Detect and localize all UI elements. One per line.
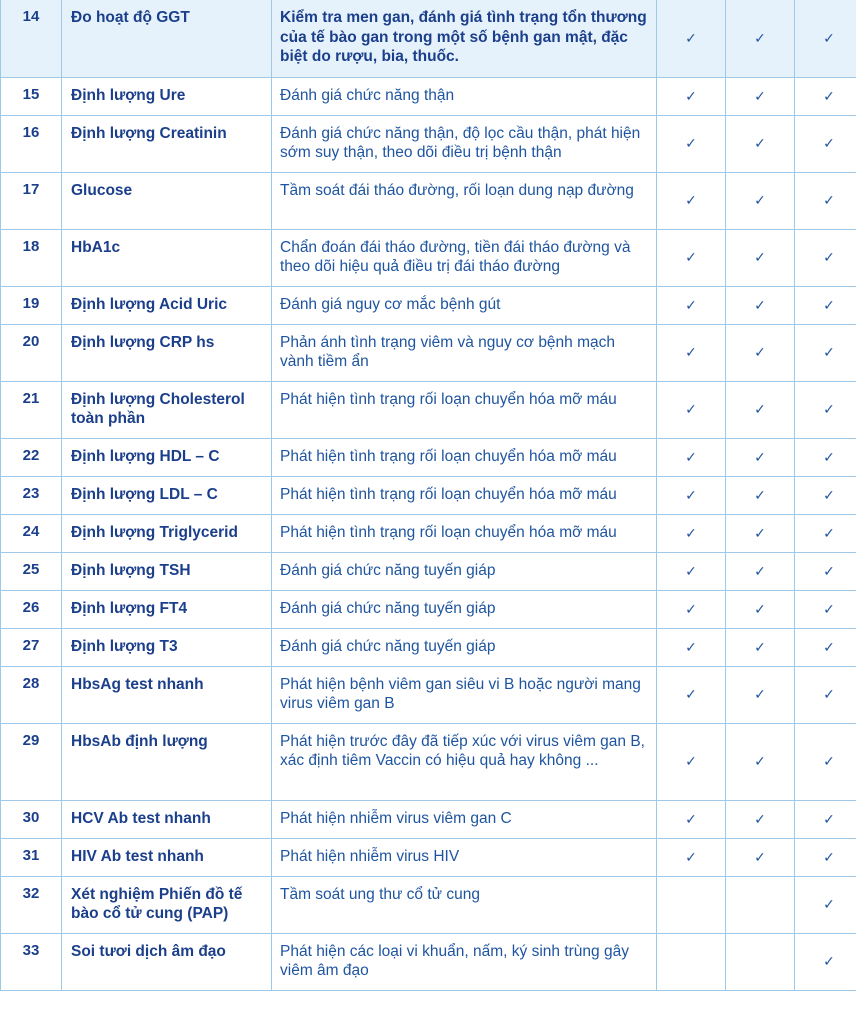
check-icon: ✓ [685, 296, 697, 313]
check-icon: ✓ [823, 686, 835, 702]
check-cell [795, 438, 856, 476]
check-icon: ✓ [754, 296, 766, 313]
test-description: Đánh giá nguy cơ mắc bệnh gút [272, 286, 657, 324]
check-cell [795, 628, 856, 666]
row-number: 19 [1, 286, 62, 324]
test-description: Phát hiện tình trạng rối loạn chuyển hóa mỡ máu [272, 381, 657, 438]
test-name: Định lượng Creatinin [62, 115, 272, 172]
check-cell [726, 876, 795, 933]
check-icon: ✓ [823, 810, 835, 827]
check-icon: ✓ [685, 562, 697, 579]
table-row [1, 590, 856, 628]
check-icon: ✓ [685, 87, 697, 104]
row-number: 23 [1, 476, 62, 514]
test-description: Đánh giá chức năng tuyến giáp [272, 590, 657, 628]
row-number: 27 [1, 628, 62, 666]
check-cell [726, 115, 795, 172]
check-cell [795, 115, 856, 172]
check-icon: ✓ [823, 192, 835, 208]
check-icon: ✓ [823, 638, 835, 655]
check-cell [657, 552, 726, 590]
check-icon: ✓ [754, 401, 766, 417]
row-number: 21 [1, 381, 62, 438]
check-cell [657, 666, 726, 723]
table-row [1, 172, 856, 229]
check-cell [726, 628, 795, 666]
check-icon: ✓ [685, 848, 697, 865]
test-name: Định lượng Acid Uric [62, 286, 272, 324]
row-number: 32 [1, 876, 62, 933]
check-icon: ✓ [823, 524, 835, 541]
check-cell [795, 286, 856, 324]
check-icon: ✓ [823, 896, 835, 912]
check-icon: ✓ [685, 249, 697, 265]
check-cell [726, 172, 795, 229]
table-row [1, 0, 856, 77]
row-number: 30 [1, 800, 62, 838]
test-name: HbA1c [62, 229, 272, 286]
row-number: 18 [1, 229, 62, 286]
test-description: Phát hiện trước đây đã tiếp xúc với virus viêm gan B, xác định tiêm Vaccin có hiệu quả hay không ... [272, 723, 657, 800]
test-description: Kiểm tra men gan, đánh giá tình trạng tổn thương của tế bào gan trong một số bệnh gan mật, đặc biệt do rượu, bia, thuốc. [272, 0, 657, 77]
table-row [1, 381, 856, 438]
check-icon: ✓ [754, 486, 766, 503]
row-number: 28 [1, 666, 62, 723]
check-icon: ✓ [754, 344, 766, 360]
check-cell [726, 666, 795, 723]
test-description: Phát hiện các loại vi khuẩn, nấm, ký sinh trùng gây viêm âm đạo [272, 933, 657, 990]
check-cell [726, 476, 795, 514]
check-icon: ✓ [685, 686, 697, 702]
check-cell [795, 229, 856, 286]
check-cell [726, 552, 795, 590]
test-name: Soi tươi dịch âm đạo [62, 933, 272, 990]
test-name: HbsAg test nhanh [62, 666, 272, 723]
check-icon: ✓ [823, 401, 835, 417]
check-cell [657, 115, 726, 172]
test-description: Phát hiện bệnh viêm gan siêu vi B hoặc người mang virus viêm gan B [272, 666, 657, 723]
row-number: 25 [1, 552, 62, 590]
check-cell [726, 381, 795, 438]
check-cell [795, 476, 856, 514]
check-icon: ✓ [754, 448, 766, 465]
test-name: Định lượng CRP hs [62, 324, 272, 381]
check-icon: ✓ [685, 753, 697, 769]
check-icon: ✓ [754, 753, 766, 769]
check-cell [726, 590, 795, 628]
row-number: 15 [1, 77, 62, 115]
test-name: Đo hoạt độ GGT [62, 0, 272, 77]
test-description: Tầm soát đái tháo đường, rối loạn dung nạp đường [272, 172, 657, 229]
check-cell [726, 324, 795, 381]
check-cell [657, 172, 726, 229]
check-cell [795, 0, 856, 77]
check-icon: ✓ [823, 448, 835, 465]
check-icon: ✓ [823, 344, 835, 360]
table-row [1, 666, 856, 723]
test-description: Đánh giá chức năng tuyến giáp [272, 628, 657, 666]
test-description: Tầm soát ung thư cổ tử cung [272, 876, 657, 933]
check-cell [657, 723, 726, 800]
check-icon: ✓ [823, 135, 835, 151]
table-row [1, 324, 856, 381]
check-cell [657, 286, 726, 324]
row-number: 17 [1, 172, 62, 229]
test-name: HCV Ab test nhanh [62, 800, 272, 838]
check-cell [657, 876, 726, 933]
check-icon: ✓ [823, 848, 835, 865]
test-name: Định lượng LDL – C [62, 476, 272, 514]
check-icon: ✓ [754, 135, 766, 151]
test-description: Phát hiện nhiễm virus HIV [272, 838, 657, 876]
check-cell [657, 628, 726, 666]
check-icon: ✓ [685, 810, 697, 827]
test-description: Phát hiện tình trạng rối loạn chuyển hóa mỡ máu [272, 514, 657, 552]
check-icon: ✓ [685, 344, 697, 360]
check-cell [726, 723, 795, 800]
table-row [1, 77, 856, 115]
check-cell [795, 723, 856, 800]
check-icon: ✓ [685, 401, 697, 417]
check-icon: ✓ [754, 848, 766, 865]
check-cell [657, 324, 726, 381]
check-cell [657, 933, 726, 990]
table-row [1, 800, 856, 838]
check-icon: ✓ [823, 249, 835, 265]
test-description: Đánh giá chức năng thận [272, 77, 657, 115]
table-row [1, 628, 856, 666]
check-cell [657, 590, 726, 628]
check-icon: ✓ [754, 600, 766, 617]
check-icon: ✓ [685, 448, 697, 465]
check-icon: ✓ [823, 953, 835, 969]
check-icon: ✓ [754, 524, 766, 541]
table-row [1, 552, 856, 590]
check-icon: ✓ [685, 192, 697, 208]
check-cell [795, 381, 856, 438]
check-icon: ✓ [685, 29, 697, 46]
test-description: Phát hiện tình trạng rối loạn chuyển hóa mỡ máu [272, 476, 657, 514]
check-cell [726, 438, 795, 476]
row-number: 20 [1, 324, 62, 381]
check-cell [795, 876, 856, 933]
test-name: Định lượng FT4 [62, 590, 272, 628]
check-cell [726, 286, 795, 324]
row-number: 31 [1, 838, 62, 876]
row-number: 29 [1, 723, 62, 800]
check-cell [795, 800, 856, 838]
test-name: Định lượng TSH [62, 552, 272, 590]
check-icon: ✓ [754, 562, 766, 579]
check-cell [795, 324, 856, 381]
check-cell [795, 838, 856, 876]
table-row [1, 876, 856, 933]
check-icon: ✓ [823, 753, 835, 769]
row-number: 24 [1, 514, 62, 552]
check-icon: ✓ [754, 29, 766, 46]
check-cell [795, 552, 856, 590]
check-icon: ✓ [685, 600, 697, 617]
row-number: 22 [1, 438, 62, 476]
table-row [1, 438, 856, 476]
check-cell [726, 77, 795, 115]
test-name: Định lượng Cholesterol toàn phần [62, 381, 272, 438]
check-icon: ✓ [823, 296, 835, 313]
test-description: Phản ánh tình trạng viêm và nguy cơ bệnh mạch vành tiềm ẩn [272, 324, 657, 381]
check-icon: ✓ [685, 524, 697, 541]
check-cell [726, 800, 795, 838]
test-description: Phát hiện tình trạng rối loạn chuyển hóa mỡ máu [272, 438, 657, 476]
test-description: Đánh giá chức năng thận, độ lọc cầu thận, phát hiện sớm suy thận, theo dõi điều trị bệnh thận [272, 115, 657, 172]
check-cell [726, 933, 795, 990]
check-cell [657, 514, 726, 552]
check-cell [657, 476, 726, 514]
test-name: Định lượng Triglycerid [62, 514, 272, 552]
test-name: Định lượng HDL – C [62, 438, 272, 476]
test-name: Glucose [62, 172, 272, 229]
check-cell [657, 800, 726, 838]
check-cell [795, 77, 856, 115]
table-row [1, 286, 856, 324]
check-icon: ✓ [823, 29, 835, 46]
check-icon: ✓ [823, 486, 835, 503]
check-icon: ✓ [754, 249, 766, 265]
check-icon: ✓ [685, 486, 697, 503]
test-table-body [1, 0, 856, 990]
check-cell [726, 838, 795, 876]
check-icon: ✓ [754, 810, 766, 827]
table-row [1, 838, 856, 876]
check-cell [795, 933, 856, 990]
test-name: HbsAb định lượng [62, 723, 272, 800]
check-cell [657, 381, 726, 438]
test-name: Định lượng T3 [62, 628, 272, 666]
check-cell [657, 438, 726, 476]
check-cell [795, 514, 856, 552]
check-icon: ✓ [823, 87, 835, 104]
row-number: 16 [1, 115, 62, 172]
check-icon: ✓ [685, 638, 697, 655]
test-name: Xét nghiệm Phiến đồ tế bào cổ tử cung (PAP) [62, 876, 272, 933]
table-row [1, 229, 856, 286]
test-name: Định lượng Ure [62, 77, 272, 115]
table-row [1, 115, 856, 172]
test-description: Chẩn đoán đái tháo đường, tiền đái tháo đường và theo dõi hiệu quả điều trị đái tháo đường [272, 229, 657, 286]
check-icon: ✓ [823, 562, 835, 579]
check-cell [726, 229, 795, 286]
table-row [1, 933, 856, 990]
table-row [1, 723, 856, 800]
check-cell [657, 838, 726, 876]
check-icon: ✓ [754, 686, 766, 702]
check-cell [795, 666, 856, 723]
check-cell [657, 77, 726, 115]
check-cell [726, 0, 795, 77]
check-cell [657, 229, 726, 286]
check-cell [657, 0, 726, 77]
check-icon: ✓ [823, 600, 835, 617]
row-number: 14 [1, 0, 62, 77]
test-description: Đánh giá chức năng tuyến giáp [272, 552, 657, 590]
test-description: Phát hiện nhiễm virus viêm gan C [272, 800, 657, 838]
table-row [1, 514, 856, 552]
check-icon: ✓ [754, 638, 766, 655]
test-name: HIV Ab test nhanh [62, 838, 272, 876]
check-icon: ✓ [754, 192, 766, 208]
check-cell [726, 514, 795, 552]
table-row [1, 476, 856, 514]
check-cell [795, 590, 856, 628]
row-number: 26 [1, 590, 62, 628]
check-cell [795, 172, 856, 229]
row-number: 33 [1, 933, 62, 990]
check-icon: ✓ [685, 135, 697, 151]
check-icon: ✓ [754, 87, 766, 104]
